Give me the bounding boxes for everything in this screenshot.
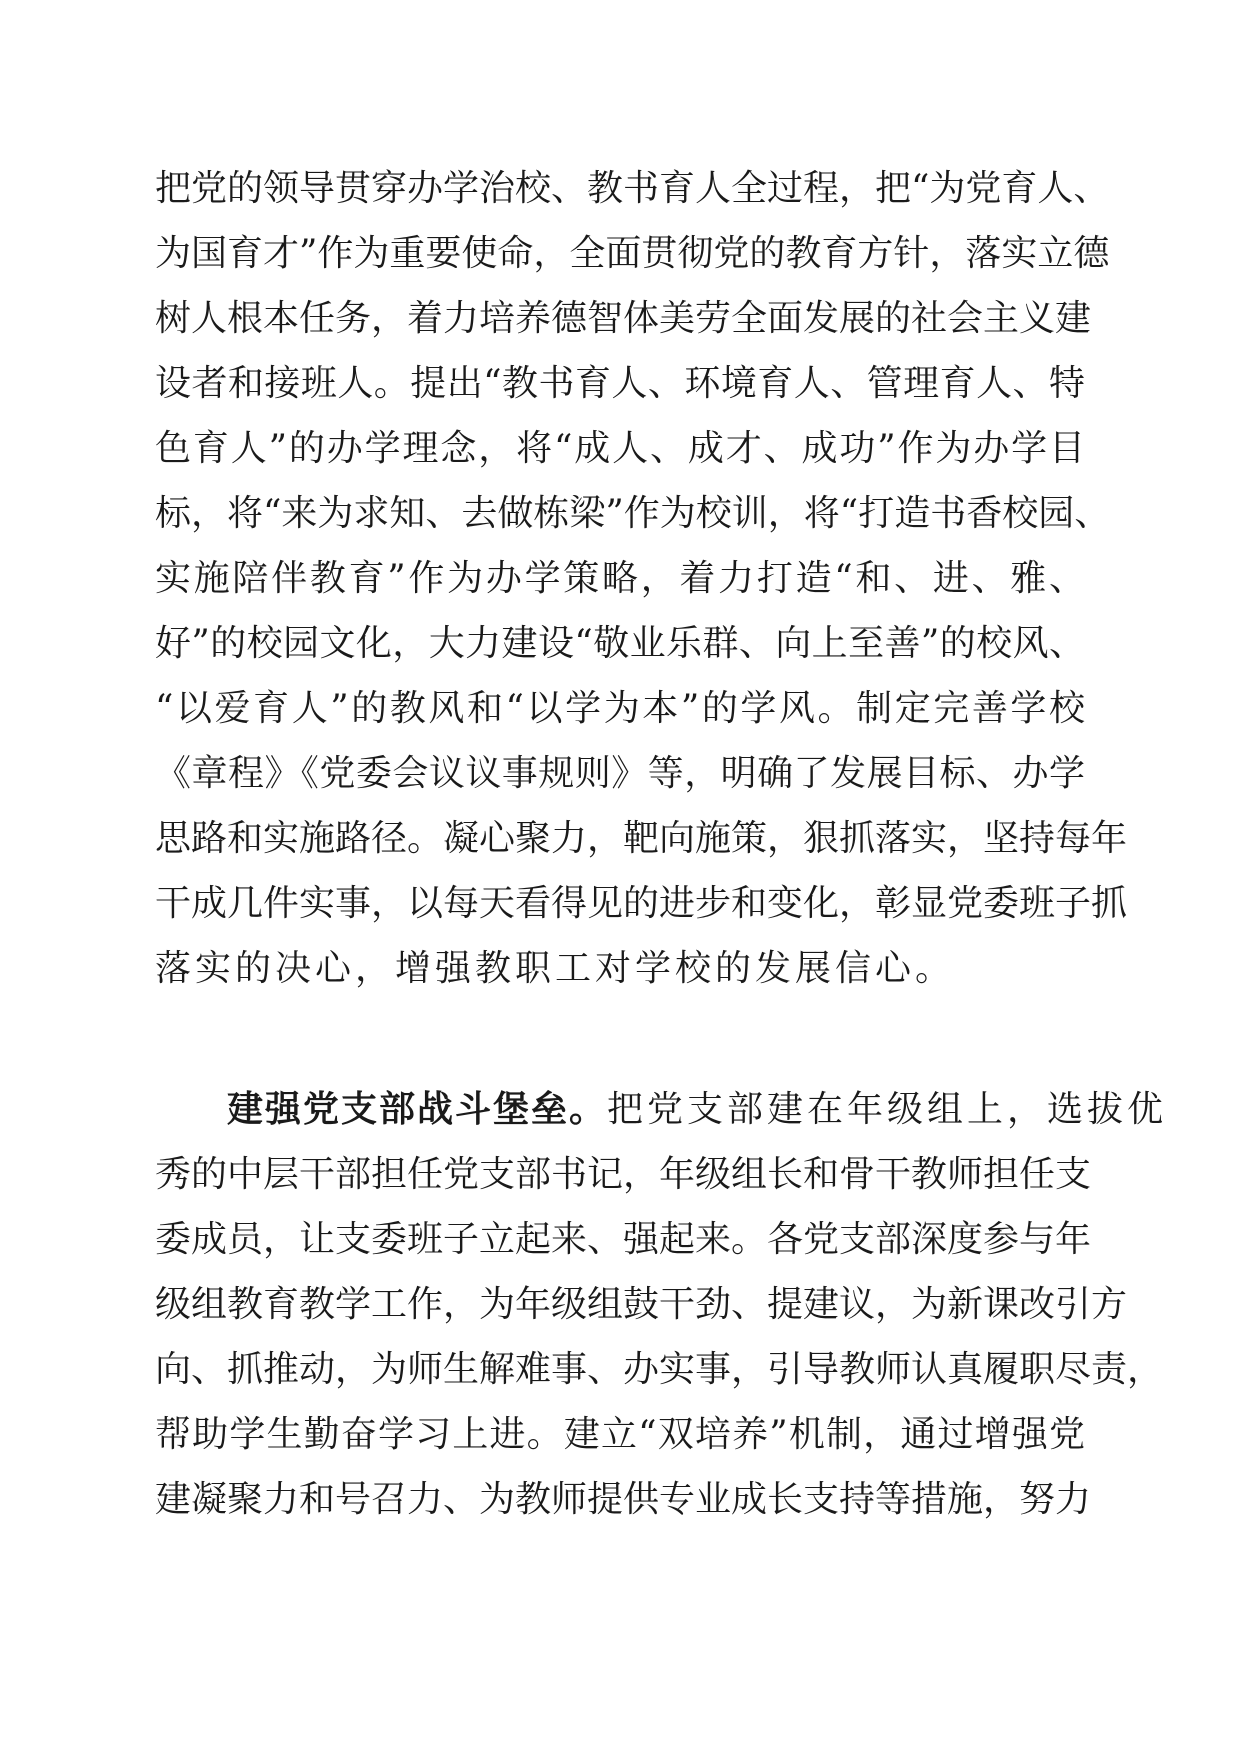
paragraph-line: 把党的领导贯穿办学治校、教书育人全过程，把“为党育人、: [155, 168, 1110, 209]
paragraph-line: 为国育才”作为重要使命，全面贯彻党的教育方针，落实立德: [155, 233, 1110, 274]
paragraph-line: 委成员，让支委班子立起来、强起来。各党支部深度参与年: [155, 1219, 1092, 1260]
paragraph-line: 好”的校园文化，大力建设“敬业乐群、向上至善”的校风、: [155, 623, 1085, 664]
section-heading: 建强党支部战斗堡垒。: [227, 1089, 608, 1130]
paragraph-line: 落实的决心，增强教职工对学校的发展信心。: [155, 948, 956, 989]
paragraph-line: 思路和实施路径。凝心聚力，靶向施策，狠抓落实，坚持每年: [155, 818, 1128, 859]
paragraph-line: 标，将“来为求知、去做栋梁”作为校训，将“打造书香校园、: [155, 493, 1111, 534]
paragraph-line: 向、抓推动，为师生解难事、办实事，引导教师认真履职尽责，: [155, 1349, 1164, 1390]
paragraph-line: 干成几件实事，以每天看得见的进步和变化，彰显党委班子抓: [155, 883, 1128, 924]
paragraph-line: 建凝聚力和号召力、为教师提供专业成长支持等措施，努力: [155, 1479, 1092, 1520]
paragraph-line: “以爱育人”的教风和“以学为本”的学风。制定完善学校: [155, 688, 1085, 729]
paragraph-line: 《章程》《党委会议议事规则》等，明确了发展目标、办学: [155, 753, 1085, 794]
paragraph-party-leadership: [155, 156, 1128, 1001]
paragraph-party-branch: [155, 1077, 1168, 1532]
paragraph-line: 色育人”的办学理念，将“成人、成才、成功”作为办学目: [155, 428, 1085, 469]
paragraph-line-rest: 把党支部建在年级组上，选拔优: [607, 1089, 1168, 1130]
paragraph-line: 设者和接班人。提出“教书育人、环境育人、管理育人、特: [155, 363, 1085, 404]
paragraph-line: 帮助学生勤奋学习上进。建立“双培养”机制，通过增强党: [155, 1414, 1085, 1455]
paragraph-line: 秀的中层干部担任党支部书记，年级组长和骨干教师担任支: [155, 1154, 1092, 1195]
paragraph-line: 实施陪伴教育”作为办学策略，着力打造“和、进、雅、: [155, 558, 1085, 599]
paragraph-line: 树人根本任务，着力培养德智体美劳全面发展的社会主义建: [155, 298, 1092, 339]
paragraph-first-line: [155, 1077, 1168, 1142]
paragraph-line: 级组教育教学工作，为年级组鼓干劲、提建议，为新课改引方: [155, 1284, 1128, 1325]
